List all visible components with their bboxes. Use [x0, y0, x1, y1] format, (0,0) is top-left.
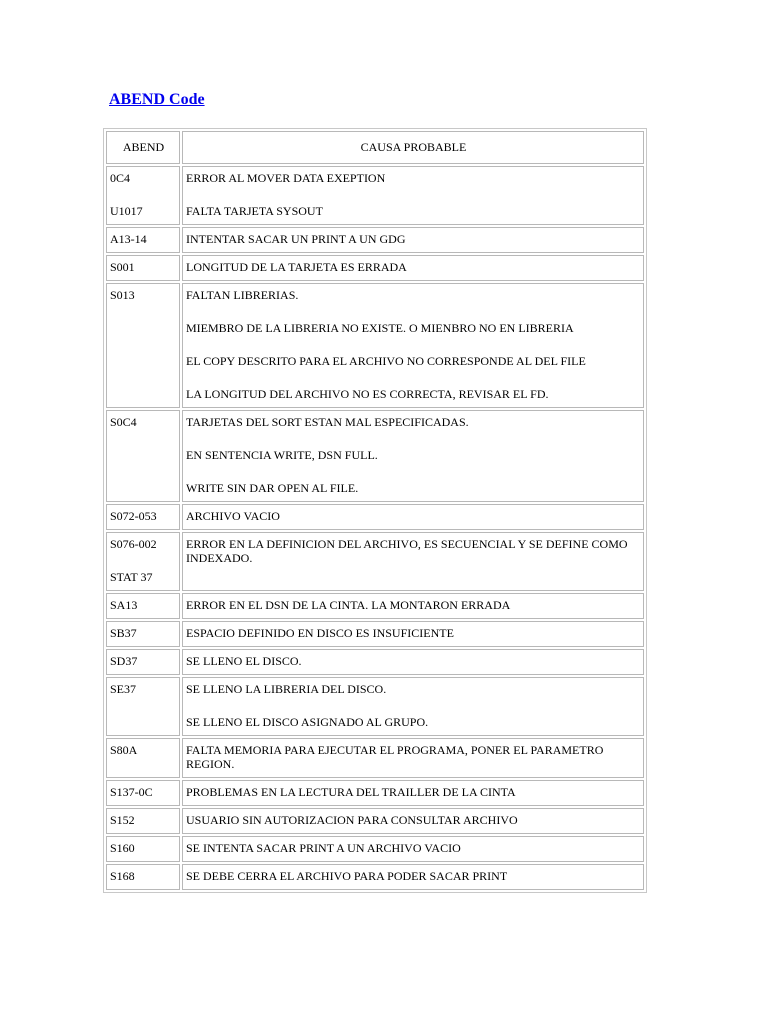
abend-code: S160 [110, 841, 135, 855]
cause-cell [182, 227, 644, 253]
cause-text: INTENTAR SACAR UN PRINT A UN GDG [186, 232, 406, 246]
cause-cell [182, 166, 644, 225]
abend-code: SE37 [110, 682, 137, 696]
abend-code: S013 [110, 288, 135, 302]
cause-text: ARCHIVO VACIO [186, 509, 280, 523]
cause-text: EL COPY DESCRITO PARA EL ARCHIVO NO CORRESPONDE AL DEL FILE [186, 354, 586, 368]
cause-text: SE INTENTA SACAR PRINT A UN ARCHIVO VACIO [186, 841, 461, 855]
cause-text: LONGITUD DE LA TARJETA ES ERRADA [186, 260, 407, 274]
cause-text: ERROR AL MOVER DATA EXEPTION [186, 171, 386, 185]
cause-cell [182, 780, 644, 806]
cause-text: FALTAN LIBRERIAS. [186, 288, 299, 302]
page-title-link[interactable]: ABEND Code [109, 91, 205, 108]
table-row [106, 808, 644, 834]
cause-cell [182, 255, 644, 281]
cause-cell [182, 532, 644, 591]
cause-text: EN SENTENCIA WRITE, DSN FULL. [186, 448, 378, 462]
abend-code-cell [106, 649, 180, 675]
cause-text: ESPACIO DEFINIDO EN DISCO ES INSUFICIENTE [186, 626, 454, 640]
table-row [106, 593, 644, 619]
abend-code: 0C4 [110, 171, 131, 185]
cause-cell [182, 808, 644, 834]
cause-text: PROBLEMAS EN LA LECTURA DEL TRAILLER DE LA CINTA [186, 785, 516, 799]
abend-code-cell [106, 166, 180, 225]
table-row [106, 836, 644, 862]
cause-text: MIEMBRO DE LA LIBRERIA NO EXISTE. O MIENBRO NO EN LIBRERIA [186, 321, 574, 335]
cause-text: LA LONGITUD DEL ARCHIVO NO ES CORRECTA, REVISAR EL FD. [186, 387, 549, 401]
table-row [106, 864, 644, 890]
abend-code-cell [106, 532, 180, 591]
cause-text: FALTA MEMORIA PARA EJECUTAR EL PROGRAMA, PONER EL PARAMETRO REGION. [186, 743, 604, 771]
cause-text: WRITE SIN DAR OPEN AL FILE. [186, 481, 359, 495]
table-row [106, 283, 644, 408]
abend-code: SB37 [110, 626, 137, 640]
cause-cell [182, 836, 644, 862]
cause-cell [182, 593, 644, 619]
cause-cell [182, 738, 644, 778]
abend-code: S001 [110, 260, 135, 274]
abend-code-cell [106, 808, 180, 834]
table-row [106, 677, 644, 736]
table-row [106, 738, 644, 778]
cause-text: ERROR EN EL DSN DE LA CINTA. LA MONTARON ERRADA [186, 598, 511, 612]
abend-code: S0C4 [110, 415, 137, 429]
table-row [106, 166, 644, 225]
abend-code-cell [106, 227, 180, 253]
abend-code: S168 [110, 869, 135, 883]
header-causa-probable: CAUSA PROBABLE [182, 131, 644, 164]
cause-text: USUARIO SIN AUTORIZACION PARA CONSULTAR ARCHIVO [186, 813, 518, 827]
abend-code-cell [106, 677, 180, 736]
abend-code: S076-002 [110, 537, 157, 551]
abend-code: S80A [110, 743, 138, 757]
abend-table [103, 128, 647, 893]
table-row [106, 410, 644, 502]
abend-code: SA13 [110, 598, 138, 612]
abend-code-cell [106, 504, 180, 530]
table-body [106, 166, 644, 890]
cause-cell [182, 283, 644, 408]
table-row [106, 621, 644, 647]
cause-cell [182, 649, 644, 675]
table-row [106, 504, 644, 530]
abend-code: SD37 [110, 654, 138, 668]
abend-code-cell [106, 738, 180, 778]
table-row [106, 649, 644, 675]
cause-text: SE LLENO LA LIBRERIA DEL DISCO. [186, 682, 387, 696]
abend-code: A13-14 [110, 232, 147, 246]
table-row [106, 532, 644, 591]
header-abend: ABEND [106, 131, 180, 164]
cause-cell [182, 504, 644, 530]
cause-cell [182, 864, 644, 890]
cause-text: SE LLENO EL DISCO ASIGNADO AL GRUPO. [186, 715, 429, 729]
abend-code-cell [106, 255, 180, 281]
abend-code-cell [106, 864, 180, 890]
cause-text: FALTA TARJETA SYSOUT [186, 204, 323, 218]
cause-cell [182, 621, 644, 647]
abend-code: STAT 37 [110, 570, 153, 584]
table-row [106, 227, 644, 253]
cause-text: TARJETAS DEL SORT ESTAN MAL ESPECIFICADAS. [186, 415, 469, 429]
table-row [106, 780, 644, 806]
abend-code: U1017 [110, 204, 143, 218]
abend-code: S072-053 [110, 509, 157, 523]
cause-cell [182, 410, 644, 502]
abend-code-cell [106, 410, 180, 502]
cause-cell [182, 677, 644, 736]
abend-code-cell [106, 283, 180, 408]
abend-code: S137-0C [110, 785, 153, 799]
abend-code-cell [106, 780, 180, 806]
table-row [106, 255, 644, 281]
cause-text: SE DEBE CERRA EL ARCHIVO PARA PODER SACAR PRINT [186, 869, 508, 883]
cause-text: ERROR EN LA DEFINICION DEL ARCHIVO, ES SECUENCIAL Y SE DEFINE COMO INDEXADO. [186, 537, 628, 565]
abend-code-cell [106, 593, 180, 619]
table-header-row [106, 131, 644, 164]
abend-code: S152 [110, 813, 135, 827]
abend-code-cell [106, 836, 180, 862]
abend-code-cell [106, 621, 180, 647]
cause-text: SE LLENO EL DISCO. [186, 654, 302, 668]
